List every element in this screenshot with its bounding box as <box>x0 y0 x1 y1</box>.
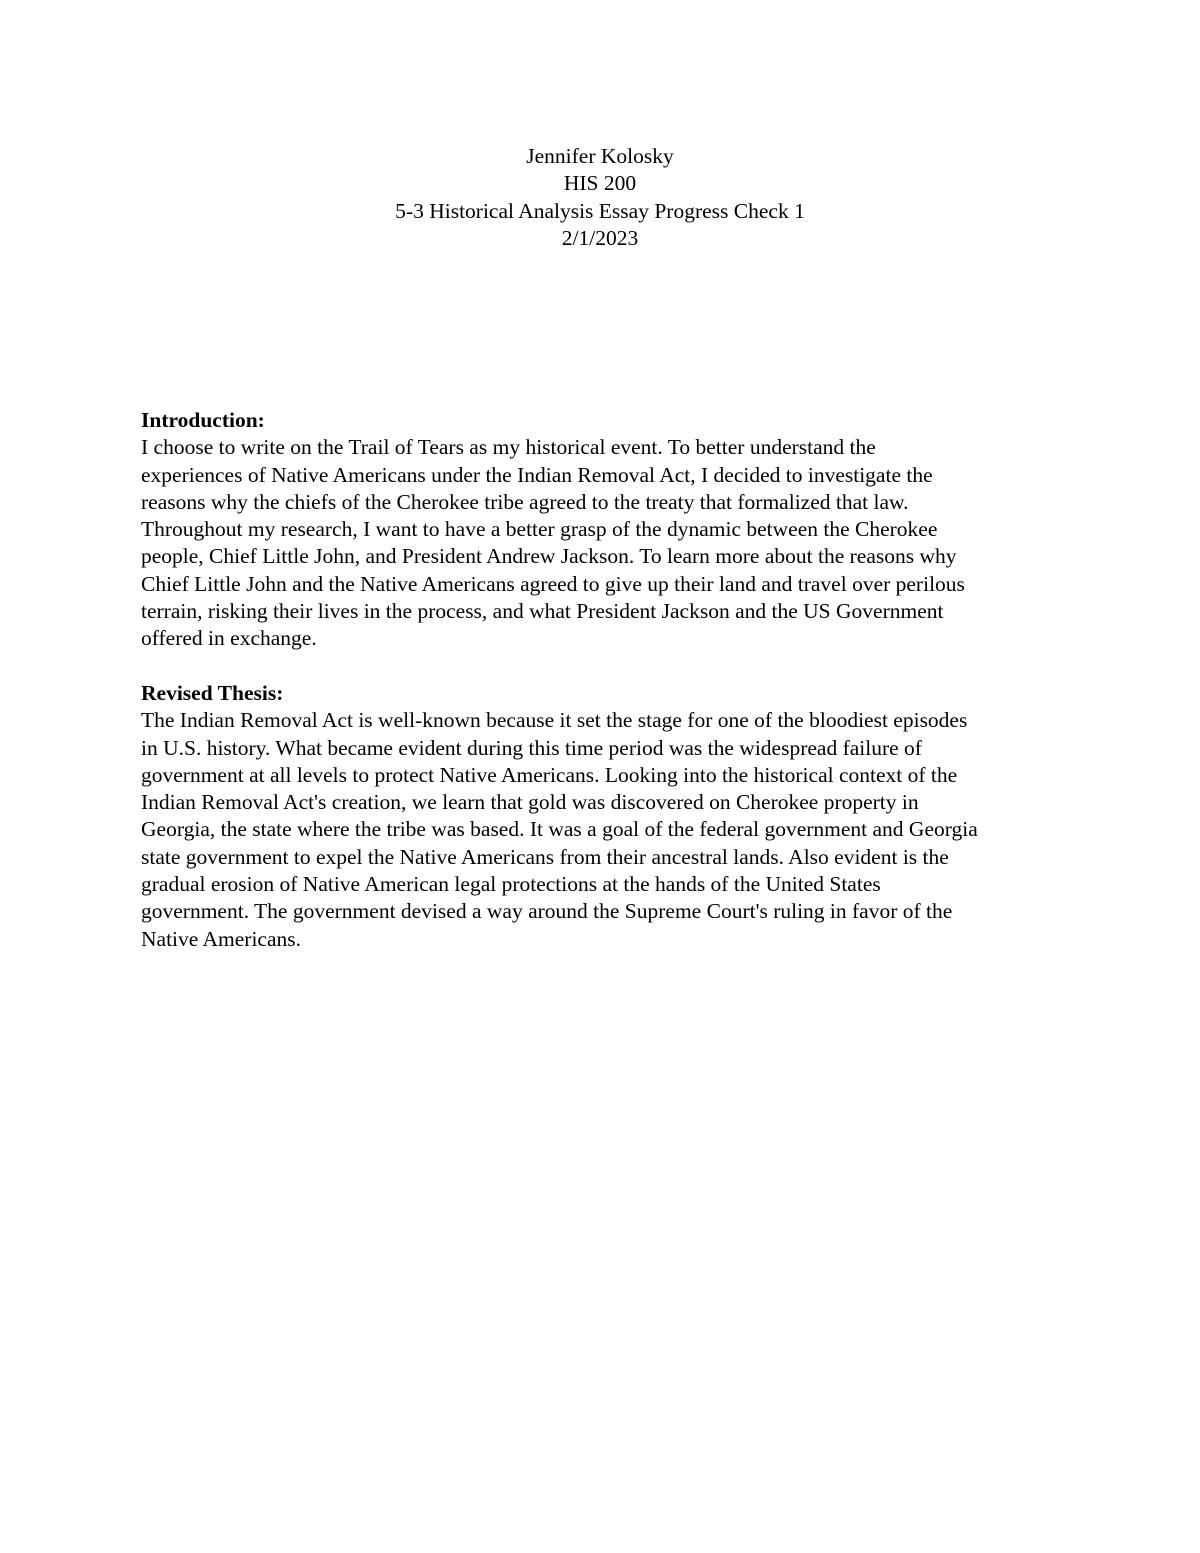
paragraph-line: Native Americans. <box>141 926 302 951</box>
paragraph-line: government. The government devised a way around the Supreme Court's ruling in favor of the <box>141 899 953 924</box>
thesis-section <box>141 680 1071 953</box>
author-name: Jennifer Kolosky <box>526 144 674 168</box>
paragraph-line: government at all levels to protect Native Americans. Looking into the historical context of the <box>141 762 958 787</box>
introduction-paragraph <box>141 434 1071 652</box>
course-code: HIS 200 <box>563 171 637 196</box>
essay-body <box>141 407 1071 953</box>
section-spacer <box>141 653 1071 680</box>
paragraph-line: state government to expel the Native Americans from their ancestral lands. Also evident is the <box>141 844 949 869</box>
paragraph-line: reasons why the chiefs of the Cherokee tribe agreed to the treaty that formalized that law. <box>141 489 909 514</box>
paragraph-line: people, Chief Little John, and President Andrew Jackson. To learn more about the reasons why <box>141 544 957 569</box>
paragraph-line: Throughout my research, I want to have a better grasp of the dynamic between the Cherokee <box>141 517 938 542</box>
document-date: 2/1/2023 <box>561 225 639 250</box>
paragraph-line: offered in exchange. <box>141 626 317 651</box>
thesis-paragraph <box>141 707 1071 953</box>
paragraph-line: Georgia, the state where the tribe was based. It was a goal of the federal government and Georgia <box>141 817 978 842</box>
assignment-title: 5-3 Historical Analysis Essay Progress Check 1 <box>395 198 805 223</box>
paragraph-line: I choose to write on the Trail of Tears as my historical event. To better understand the <box>141 435 876 460</box>
paragraph-line: terrain, risking their lives in the process, and what President Jackson and the US Government <box>141 599 944 624</box>
introduction-heading: Introduction: <box>141 408 265 432</box>
title-block <box>0 143 1200 252</box>
paragraph-line: experiences of Native Americans under the Indian Removal Act, I decided to investigate the <box>141 462 933 487</box>
introduction-section <box>141 407 1071 653</box>
thesis-heading: Revised Thesis: <box>141 680 284 705</box>
paragraph-line: Chief Little John and the Native Americans agreed to give up their land and travel over perilous <box>141 571 965 596</box>
paragraph-line: in U.S. history. What became evident during this time period was the widespread failure of <box>141 735 922 760</box>
paragraph-line: The Indian Removal Act is well-known because it set the stage for one of the bloodiest episodes <box>141 708 968 733</box>
paragraph-line: gradual erosion of Native American legal protections at the hands of the United States <box>141 872 881 897</box>
paragraph-line: Indian Removal Act's creation, we learn that gold was discovered on Cherokee property in <box>141 790 919 815</box>
